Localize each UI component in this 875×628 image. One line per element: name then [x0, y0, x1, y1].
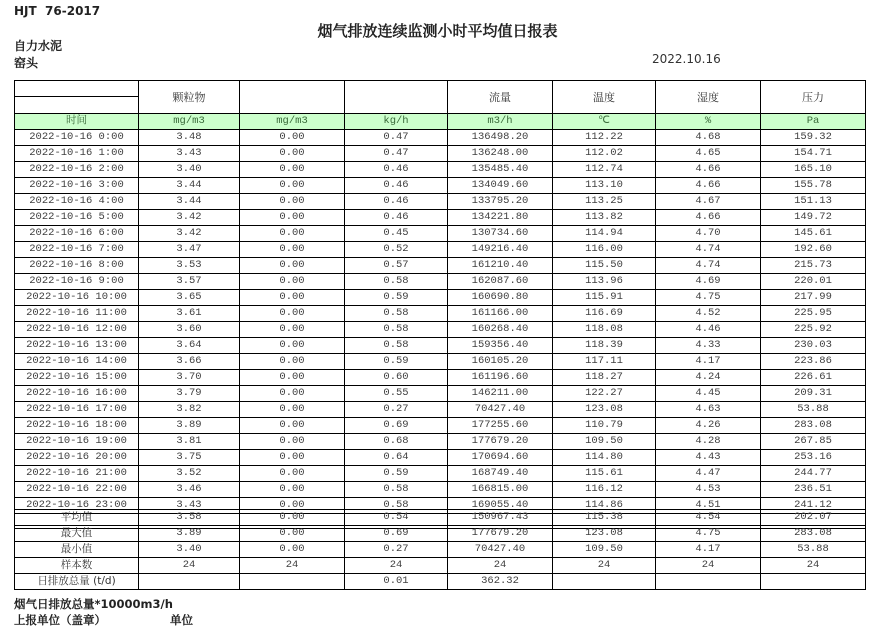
reporting-unit-label: 上报单位（盖章）: [14, 613, 106, 627]
humidity-cell: 4.47: [656, 466, 761, 482]
pressure-cell: 226.61: [761, 370, 866, 386]
unit-header-m3h: m3/h: [448, 114, 553, 130]
particulate-mgm3-cell: 3.42: [139, 226, 240, 242]
temperature-cell: 117.11: [553, 354, 656, 370]
flow-cell: 177255.60: [448, 418, 553, 434]
kgh-cell: 0.58: [345, 274, 448, 290]
mgm3-cell: 0.00: [240, 498, 345, 514]
mgm3-cell: 0.00: [240, 274, 345, 290]
flow-cell: 134049.60: [448, 178, 553, 194]
summary-value-cell: 24: [139, 558, 240, 574]
table-row: [15, 434, 866, 450]
summary-value-cell: 53.88: [761, 542, 866, 558]
group-header-temperature: 温度: [553, 81, 656, 114]
particulate-mgm3-cell: 3.44: [139, 194, 240, 210]
particulate-mgm3-cell: 3.66: [139, 354, 240, 370]
particulate-mgm3-cell: 3.40: [139, 162, 240, 178]
table-row: [15, 162, 866, 178]
pressure-cell: 253.16: [761, 450, 866, 466]
summary-value-cell: 0.00: [240, 510, 345, 526]
humidity-cell: 4.33: [656, 338, 761, 354]
time-cell: 2022-10-16 12:00: [15, 322, 139, 338]
flow-cell: 136248.00: [448, 146, 553, 162]
monitoring-point-name: 窑头: [14, 56, 39, 70]
temperature-cell: 115.61: [553, 466, 656, 482]
temperature-cell: 115.91: [553, 290, 656, 306]
summary-value-cell: 3.58: [139, 510, 240, 526]
pressure-cell: 220.01: [761, 274, 866, 290]
summary-value-cell: 4.75: [656, 526, 761, 542]
summary-label-cell: 最大值: [15, 526, 139, 542]
summary-value-cell: 3.40: [139, 542, 240, 558]
temperature-cell: 113.96: [553, 274, 656, 290]
particulate-mgm3-cell: 3.61: [139, 306, 240, 322]
unit-header-pa: Pa: [761, 114, 866, 130]
summary-row: [15, 558, 866, 574]
mgm3-cell: 0.00: [240, 146, 345, 162]
kgh-cell: 0.58: [345, 338, 448, 354]
humidity-cell: 4.26: [656, 418, 761, 434]
table-row: [15, 450, 866, 466]
unit-header-mgm3-a: mg/m3: [139, 114, 240, 130]
humidity-cell: 4.52: [656, 306, 761, 322]
mgm3-cell: 0.00: [240, 178, 345, 194]
time-cell: 2022-10-16 16:00: [15, 386, 139, 402]
mgm3-cell: 0.00: [240, 322, 345, 338]
unit-header-mgm3-b: mg/m3: [240, 114, 345, 130]
temperature-cell: 112.02: [553, 146, 656, 162]
temperature-cell: 115.50: [553, 258, 656, 274]
group-header-blank-2: [345, 81, 448, 114]
summary-row: [15, 510, 866, 526]
kgh-cell: 0.45: [345, 226, 448, 242]
humidity-cell: 4.45: [656, 386, 761, 402]
flow-cell: 136498.20: [448, 130, 553, 146]
group-header-blank-1: [240, 81, 345, 114]
mgm3-cell: 0.00: [240, 450, 345, 466]
pressure-cell: 155.78: [761, 178, 866, 194]
table-row: [15, 306, 866, 322]
pressure-cell: 241.12: [761, 498, 866, 514]
flow-cell: 70427.40: [448, 402, 553, 418]
humidity-cell: 4.17: [656, 354, 761, 370]
table-row: [15, 194, 866, 210]
summary-label-cell: 日排放总量 (t/d): [15, 574, 139, 590]
summary-label-cell: 平均值: [15, 510, 139, 526]
mgm3-cell: 0.00: [240, 258, 345, 274]
temperature-cell: 114.86: [553, 498, 656, 514]
particulate-mgm3-cell: 3.43: [139, 146, 240, 162]
hourly-data-table: [14, 80, 866, 529]
summary-row: [15, 542, 866, 558]
table-row: [15, 130, 866, 146]
time-cell: 2022-10-16 7:00: [15, 242, 139, 258]
mgm3-cell: 0.00: [240, 402, 345, 418]
summary-value-cell: [240, 574, 345, 590]
table-row: [15, 466, 866, 482]
table-row: [15, 210, 866, 226]
temperature-cell: 116.12: [553, 482, 656, 498]
pressure-cell: 244.77: [761, 466, 866, 482]
summary-value-cell: 70427.40: [448, 542, 553, 558]
time-cell: 2022-10-16 19:00: [15, 434, 139, 450]
time-cell: 2022-10-16 17:00: [15, 402, 139, 418]
humidity-cell: 4.68: [656, 130, 761, 146]
summary-row: [15, 526, 866, 542]
flow-cell: 159356.40: [448, 338, 553, 354]
mgm3-cell: 0.00: [240, 290, 345, 306]
table-row: [15, 402, 866, 418]
summary-table: [14, 509, 866, 590]
kgh-cell: 0.59: [345, 466, 448, 482]
summary-value-cell: 202.07: [761, 510, 866, 526]
group-header-pressure: 压力: [761, 81, 866, 114]
summary-label-cell: 最小值: [15, 542, 139, 558]
time-cell: 2022-10-16 1:00: [15, 146, 139, 162]
pressure-cell: 149.72: [761, 210, 866, 226]
flow-cell: 134221.80: [448, 210, 553, 226]
kgh-cell: 0.58: [345, 498, 448, 514]
humidity-cell: 4.24: [656, 370, 761, 386]
summary-value-cell: [761, 574, 866, 590]
kgh-cell: 0.27: [345, 402, 448, 418]
summary-value-cell: 0.00: [240, 542, 345, 558]
mgm3-cell: 0.00: [240, 226, 345, 242]
particulate-mgm3-cell: 3.52: [139, 466, 240, 482]
summary-value-cell: [553, 574, 656, 590]
particulate-mgm3-cell: 3.47: [139, 242, 240, 258]
time-cell: 2022-10-16 11:00: [15, 306, 139, 322]
particulate-mgm3-cell: 3.70: [139, 370, 240, 386]
table-row: [15, 386, 866, 402]
summary-value-cell: 0.00: [240, 526, 345, 542]
pressure-cell: 230.03: [761, 338, 866, 354]
table-row: [15, 274, 866, 290]
temperature-cell: 112.74: [553, 162, 656, 178]
hourly-rows: [15, 130, 866, 514]
particulate-mgm3-cell: 3.75: [139, 450, 240, 466]
summary-value-cell: 3.89: [139, 526, 240, 542]
particulate-mgm3-cell: 3.89: [139, 418, 240, 434]
flow-cell: 160105.20: [448, 354, 553, 370]
header-blank-top: [15, 81, 138, 97]
flow-cell: 162087.60: [448, 274, 553, 290]
particulate-mgm3-cell: 3.64: [139, 338, 240, 354]
summary-rows: [15, 510, 866, 590]
mgm3-cell: 0.00: [240, 386, 345, 402]
temperature-cell: 113.25: [553, 194, 656, 210]
time-cell: 2022-10-16 14:00: [15, 354, 139, 370]
temperature-cell: 114.94: [553, 226, 656, 242]
time-cell: 2022-10-16 15:00: [15, 370, 139, 386]
flow-cell: 130734.60: [448, 226, 553, 242]
pressure-cell: 145.61: [761, 226, 866, 242]
kgh-cell: 0.46: [345, 178, 448, 194]
flow-cell: 160690.80: [448, 290, 553, 306]
particulate-mgm3-cell: 3.42: [139, 210, 240, 226]
summary-value-cell: 24: [761, 558, 866, 574]
summary-value-cell: [656, 574, 761, 590]
temperature-cell: 109.50: [553, 434, 656, 450]
table-row: [15, 338, 866, 354]
humidity-cell: 4.70: [656, 226, 761, 242]
humidity-cell: 4.66: [656, 162, 761, 178]
kgh-cell: 0.46: [345, 194, 448, 210]
mgm3-cell: 0.00: [240, 354, 345, 370]
particulate-mgm3-cell: 3.57: [139, 274, 240, 290]
flow-cell: 161210.40: [448, 258, 553, 274]
flow-cell: 149216.40: [448, 242, 553, 258]
kgh-cell: 0.58: [345, 482, 448, 498]
flow-cell: 170694.60: [448, 450, 553, 466]
group-header-humidity: 湿度: [656, 81, 761, 114]
time-cell: 2022-10-16 18:00: [15, 418, 139, 434]
temperature-cell: 118.27: [553, 370, 656, 386]
pressure-cell: 225.92: [761, 322, 866, 338]
temperature-cell: 112.22: [553, 130, 656, 146]
pressure-cell: 209.31: [761, 386, 866, 402]
temperature-cell: 114.80: [553, 450, 656, 466]
time-cell: 2022-10-16 3:00: [15, 178, 139, 194]
kgh-cell: 0.47: [345, 146, 448, 162]
humidity-cell: 4.43: [656, 450, 761, 466]
mgm3-cell: 0.00: [240, 338, 345, 354]
humidity-cell: 4.65: [656, 146, 761, 162]
mgm3-cell: 0.00: [240, 210, 345, 226]
summary-value-cell: 109.50: [553, 542, 656, 558]
summary-value-cell: 24: [553, 558, 656, 574]
summary-value-cell: 4.54: [656, 510, 761, 526]
particulate-mgm3-cell: 3.81: [139, 434, 240, 450]
pressure-cell: 283.08: [761, 418, 866, 434]
flow-cell: 168749.40: [448, 466, 553, 482]
pressure-cell: 215.73: [761, 258, 866, 274]
kgh-cell: 0.60: [345, 370, 448, 386]
summary-value-cell: [139, 574, 240, 590]
group-header-row: [15, 81, 866, 114]
summary-value-cell: 115.38: [553, 510, 656, 526]
table-row: [15, 146, 866, 162]
table-row: [15, 370, 866, 386]
mgm3-cell: 0.00: [240, 306, 345, 322]
kgh-cell: 0.57: [345, 258, 448, 274]
flow-cell: 166815.00: [448, 482, 553, 498]
temperature-cell: 118.08: [553, 322, 656, 338]
flow-cell: 169055.40: [448, 498, 553, 514]
table-row: [15, 322, 866, 338]
flow-cell: 146211.00: [448, 386, 553, 402]
summary-value-cell: 123.08: [553, 526, 656, 542]
mgm3-cell: 0.00: [240, 194, 345, 210]
kgh-cell: 0.46: [345, 162, 448, 178]
unit-header-celsius: ℃: [553, 114, 656, 130]
summary-value-cell: 24: [345, 558, 448, 574]
time-cell: 2022-10-16 10:00: [15, 290, 139, 306]
time-cell: 2022-10-16 23:00: [15, 498, 139, 514]
mgm3-cell: 0.00: [240, 370, 345, 386]
summary-value-cell: 283.08: [761, 526, 866, 542]
mgm3-cell: 0.00: [240, 418, 345, 434]
unit-header-percent: %: [656, 114, 761, 130]
summary-row: [15, 574, 866, 590]
table-row: [15, 354, 866, 370]
humidity-cell: 4.63: [656, 402, 761, 418]
humidity-cell: 4.69: [656, 274, 761, 290]
flow-cell: 177679.20: [448, 434, 553, 450]
time-cell: 2022-10-16 21:00: [15, 466, 139, 482]
flow-cell: 161196.60: [448, 370, 553, 386]
particulate-mgm3-cell: 3.82: [139, 402, 240, 418]
humidity-cell: 4.75: [656, 290, 761, 306]
summary-value-cell: 4.17: [656, 542, 761, 558]
table-row: [15, 226, 866, 242]
humidity-cell: 4.46: [656, 322, 761, 338]
mgm3-cell: 0.00: [240, 434, 345, 450]
kgh-cell: 0.64: [345, 450, 448, 466]
summary-value-cell: 24: [448, 558, 553, 574]
mgm3-cell: 0.00: [240, 242, 345, 258]
time-cell: 2022-10-16 13:00: [15, 338, 139, 354]
temperature-cell: 116.69: [553, 306, 656, 322]
temperature-cell: 110.79: [553, 418, 656, 434]
summary-value-cell: 0.01: [345, 574, 448, 590]
table-row: [15, 178, 866, 194]
table-row: [15, 418, 866, 434]
summary-value-cell: 24: [240, 558, 345, 574]
mgm3-cell: 0.00: [240, 466, 345, 482]
table-row: [15, 258, 866, 274]
particulate-mgm3-cell: 3.53: [139, 258, 240, 274]
report-title: 烟气排放连续监测小时平均值日报表: [317, 22, 558, 40]
pressure-cell: 192.60: [761, 242, 866, 258]
summary-value-cell: 177679.20: [448, 526, 553, 542]
pressure-cell: 267.85: [761, 434, 866, 450]
group-header-particulate: 颗粒物: [139, 81, 240, 114]
humidity-cell: 4.67: [656, 194, 761, 210]
table-row: [15, 482, 866, 498]
mgm3-cell: 0.00: [240, 130, 345, 146]
temperature-cell: 118.39: [553, 338, 656, 354]
humidity-cell: 4.53: [656, 482, 761, 498]
flue-gas-total-note: 烟气日排放总量*10000m3/h: [14, 597, 173, 611]
flow-cell: 161166.00: [448, 306, 553, 322]
mgm3-cell: 0.00: [240, 162, 345, 178]
time-cell: 2022-10-16 2:00: [15, 162, 139, 178]
flow-cell: 135485.40: [448, 162, 553, 178]
mgm3-cell: 0.00: [240, 482, 345, 498]
time-cell: 2022-10-16 22:00: [15, 482, 139, 498]
humidity-cell: 4.28: [656, 434, 761, 450]
pressure-cell: 225.95: [761, 306, 866, 322]
kgh-cell: 0.59: [345, 290, 448, 306]
summary-value-cell: 0.69: [345, 526, 448, 542]
summary-value-cell: 0.27: [345, 542, 448, 558]
time-cell: 2022-10-16 6:00: [15, 226, 139, 242]
temperature-cell: 113.82: [553, 210, 656, 226]
temperature-cell: 116.00: [553, 242, 656, 258]
temperature-cell: 113.10: [553, 178, 656, 194]
group-header-flow: 流量: [448, 81, 553, 114]
particulate-mgm3-cell: 3.60: [139, 322, 240, 338]
pressure-cell: 165.10: [761, 162, 866, 178]
document-code: HJT 76-2017: [14, 4, 101, 18]
time-cell: 2022-10-16 9:00: [15, 274, 139, 290]
pressure-cell: 53.88: [761, 402, 866, 418]
header-blank-bottom: [15, 97, 138, 113]
unit-header-time: 时间: [15, 114, 139, 130]
summary-value-cell: 0.54: [345, 510, 448, 526]
kgh-cell: 0.59: [345, 354, 448, 370]
summary-label-cell: 样本数: [15, 558, 139, 574]
pressure-cell: 151.13: [761, 194, 866, 210]
pressure-cell: 217.99: [761, 290, 866, 306]
summary-value-cell: 150967.43: [448, 510, 553, 526]
time-cell: 2022-10-16 20:00: [15, 450, 139, 466]
particulate-mgm3-cell: 3.48: [139, 130, 240, 146]
humidity-cell: 4.66: [656, 210, 761, 226]
kgh-cell: 0.52: [345, 242, 448, 258]
company-name: 自力水泥: [14, 39, 63, 53]
time-cell: 2022-10-16 4:00: [15, 194, 139, 210]
humidity-cell: 4.51: [656, 498, 761, 514]
summary-value-cell: 24: [656, 558, 761, 574]
table-row: [15, 242, 866, 258]
table-row: [15, 290, 866, 306]
particulate-mgm3-cell: 3.43: [139, 498, 240, 514]
time-cell: 2022-10-16 5:00: [15, 210, 139, 226]
summary-value-cell: 362.32: [448, 574, 553, 590]
pressure-cell: 154.71: [761, 146, 866, 162]
report-date: 2022.10.16: [652, 52, 721, 66]
time-cell: 2022-10-16 8:00: [15, 258, 139, 274]
pressure-cell: 223.86: [761, 354, 866, 370]
kgh-cell: 0.58: [345, 322, 448, 338]
flow-cell: 160268.40: [448, 322, 553, 338]
time-group-header-cell: [15, 81, 139, 114]
kgh-cell: 0.68: [345, 434, 448, 450]
particulate-mgm3-cell: 3.44: [139, 178, 240, 194]
kgh-cell: 0.47: [345, 130, 448, 146]
pressure-cell: 159.32: [761, 130, 866, 146]
humidity-cell: 4.66: [656, 178, 761, 194]
kgh-cell: 0.69: [345, 418, 448, 434]
humidity-cell: 4.74: [656, 258, 761, 274]
kgh-cell: 0.58: [345, 306, 448, 322]
particulate-mgm3-cell: 3.65: [139, 290, 240, 306]
time-cell: 2022-10-16 0:00: [15, 130, 139, 146]
humidity-cell: 4.74: [656, 242, 761, 258]
particulate-mgm3-cell: 3.79: [139, 386, 240, 402]
kgh-cell: 0.46: [345, 210, 448, 226]
kgh-cell: 0.55: [345, 386, 448, 402]
unit-header-row: [15, 114, 866, 130]
particulate-mgm3-cell: 3.46: [139, 482, 240, 498]
pressure-cell: 236.51: [761, 482, 866, 498]
unit-label: 单位: [170, 613, 193, 627]
temperature-cell: 123.08: [553, 402, 656, 418]
flow-cell: 133795.20: [448, 194, 553, 210]
unit-header-kgh: kg/h: [345, 114, 448, 130]
temperature-cell: 122.27: [553, 386, 656, 402]
